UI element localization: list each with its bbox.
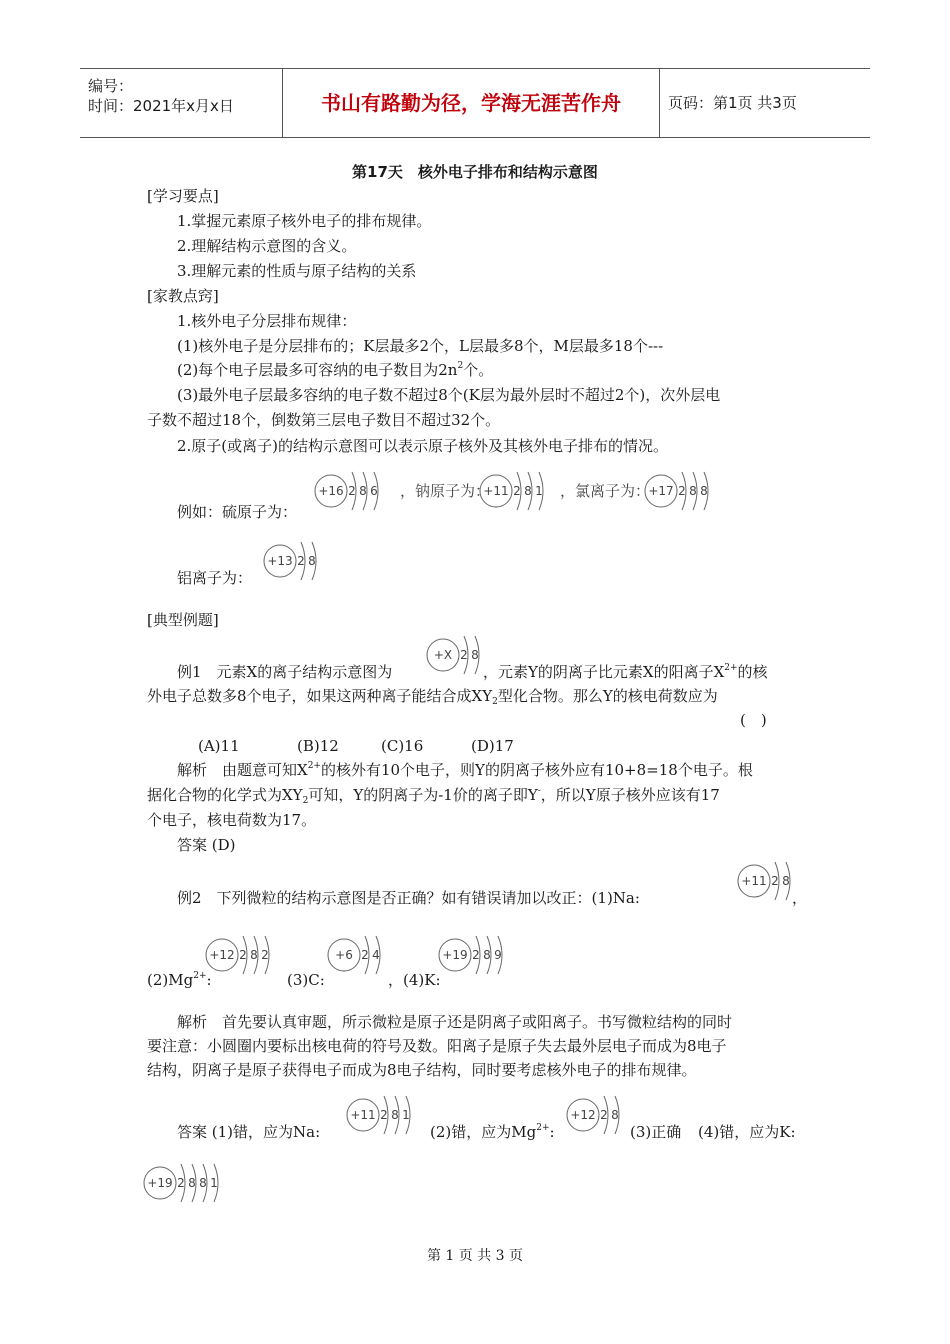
- answer-blank: ( ): [740, 711, 767, 729]
- header-info-cell: [80, 69, 283, 137]
- aluminum-label: 铝离子为：: [177, 569, 253, 587]
- shell-electron-count: 1: [402, 1108, 410, 1122]
- shell-electron-count: 2: [297, 554, 305, 568]
- example2-analysis: 结构，阴离子是原子获得电子而成为8电子结构，同时要考虑核外电子的排布规律。: [147, 1061, 697, 1079]
- study-point: 3.理解元素的性质与原子结构的关系: [177, 262, 417, 280]
- page-footer: 第 1 页 共 3 页: [426, 1248, 524, 1264]
- tip-text: 2.原子(或离子)的结构示意图可以表示原子核外及其核外电子排布的情况。: [177, 437, 669, 455]
- shell-electron-count: 8: [359, 484, 367, 498]
- shell-electron-count: 8: [611, 1108, 619, 1122]
- shell-electron-count: 4: [372, 948, 380, 962]
- example1-analysis: 个电子，核电荷数为17。: [147, 811, 317, 829]
- q-carbon-diagram: [326, 930, 394, 980]
- option-c: (C)16: [381, 737, 424, 755]
- example2-question: ，: [792, 889, 808, 907]
- a-sodium-diagram: [345, 1090, 424, 1140]
- example2-question: ，(4)K:: [388, 971, 441, 989]
- sodium-atom-diagram: [478, 466, 557, 516]
- shell-electron-count: 2: [460, 648, 468, 662]
- atom-structure-svg: [345, 1090, 424, 1140]
- nucleus-charge: +19: [442, 948, 468, 962]
- shell-electron-count: 2: [239, 948, 247, 962]
- atom-structure-svg: [565, 1090, 633, 1140]
- shell-electron-count: 1: [210, 1176, 218, 1190]
- shell-electron-count: 2: [261, 948, 269, 962]
- shell-electron-count: 2: [348, 484, 356, 498]
- shell-electron-count: 8: [188, 1176, 196, 1190]
- shell-electron-count: 2: [513, 484, 521, 498]
- shell-electron-count: 8: [308, 554, 316, 568]
- example2-question: $(2)Mg^{2+}$:: [147, 971, 212, 989]
- example2-answer: (3)正确: [630, 1123, 682, 1141]
- q-potassium-diagram: [437, 930, 516, 980]
- tip-text: 1.核外电子分层排布规律：: [177, 312, 357, 330]
- nucleus-charge: +6: [335, 948, 353, 962]
- nucleus-charge: +12: [209, 948, 235, 962]
- aluminum-ion-diagram: [262, 536, 330, 586]
- shell-electron-count: 2: [600, 1108, 608, 1122]
- tip-text: (1)核外电子是分层排布的；K层最多2个，L层最多8个，M层最多18个---: [177, 337, 664, 355]
- shell-electron-count: 9: [494, 948, 502, 962]
- example2-question: 例2 下列微粒的结构示意图是否正确？如有错误请加以改正：(1)Na:: [177, 889, 640, 907]
- tip-text: 子数不超过18个，倒数第三层电子数目不超过32个。: [147, 411, 501, 429]
- example1-question: 例1 元素X的离子结构示意图为: [177, 663, 393, 681]
- a-potassium-diagram: [142, 1158, 232, 1208]
- shell-electron-count: 8: [700, 484, 708, 498]
- shell-electron-count: 2: [472, 948, 480, 962]
- example1-analysis: 据化合物的化学式为$XY_2$可知，Y的阴离子为-1价的离子即Y-，所以Y原子核外应该有17: [147, 786, 720, 806]
- atom-structure-svg: [313, 466, 392, 516]
- nucleus-charge: +11: [350, 1108, 376, 1122]
- option-d: (D)17: [471, 737, 514, 755]
- section-examples: [典型例题]: [147, 611, 219, 629]
- nucleus-charge: +13: [267, 554, 293, 568]
- header-motto: 书山有路勤为径，学海无涯苦作舟: [283, 69, 660, 137]
- tip-text: (2)每个电子层最多可容纳的电子数目为$2n^2$个。: [177, 361, 494, 379]
- chloride-ion-diagram: [643, 466, 722, 516]
- nucleus-charge: +12: [570, 1108, 596, 1122]
- example1-answer: 答案 (D): [177, 836, 236, 854]
- nucleus-charge: +16: [318, 484, 344, 498]
- document-date: 时间：2021年x月x日: [88, 97, 234, 115]
- example2-answer: (2)错，应为$Mg^{2+}$:: [430, 1123, 555, 1141]
- example2-answer: (4)错，应为K:: [698, 1123, 796, 1141]
- nucleus-charge: +19: [147, 1176, 173, 1190]
- shell-electron-count: 8: [483, 948, 491, 962]
- example1-question: ，元素Y的阴离子比元素X的阳离子$X^{2+}$的核: [483, 663, 768, 681]
- atom-structure-svg: [204, 930, 283, 980]
- example2-answer: 答案 (1)错，应为Na:: [177, 1123, 321, 1141]
- shell-electron-count: 8: [471, 648, 479, 662]
- shell-electron-count: 8: [199, 1176, 207, 1190]
- nucleus-charge: +X: [433, 648, 453, 662]
- q-magnesium-diagram: [204, 930, 283, 980]
- study-point: 2.理解结构示意图的含义。: [177, 237, 357, 255]
- atom-structure-svg: [326, 930, 394, 980]
- nucleus-charge: +17: [648, 484, 674, 498]
- example2-analysis: 解析 首先要认真审题，所示微粒是原子还是阴离子或阳离子。书写微粒结构的同时: [177, 1013, 733, 1031]
- a-magnesium-diagram: [565, 1090, 633, 1140]
- study-point: 1.掌握元素原子核外电子的排布规律。: [177, 212, 432, 230]
- shell-electron-count: 8: [524, 484, 532, 498]
- atom-structure-svg: [437, 930, 516, 980]
- section-tutor-tips: [家教点窍]: [147, 287, 219, 305]
- header-page-number: 页码：第1页 共3页: [668, 94, 797, 112]
- atom-structure-svg: [142, 1158, 232, 1208]
- atom-structure-svg: [478, 466, 557, 516]
- example2-analysis: 要注意：小圆圈内要标出核电荷的符号及数。阳离子是原子失去最外层电子而成为8电子: [147, 1037, 727, 1055]
- example1-question: 外电子总数多8个电子，如果这两种离子能结合成$XY_2$型化合物。那么Y的核电荷数应为: [147, 687, 718, 707]
- sulfur-atom-diagram: [313, 466, 392, 516]
- tip-text: (3)最外电子层最多容纳的电子数不超过8个(K层为最外层时不超过2个)，次外层电: [177, 386, 721, 404]
- shell-electron-count: 8: [391, 1108, 399, 1122]
- shell-electron-count: 2: [771, 874, 779, 888]
- shell-electron-count: 8: [250, 948, 258, 962]
- shell-electron-count: 8: [689, 484, 697, 498]
- shell-electron-count: 2: [380, 1108, 388, 1122]
- nucleus-charge: +11: [483, 484, 509, 498]
- example-lead: 例如：硫原子为：: [177, 503, 298, 521]
- example1-analysis: 解析 由题意可知$X^{2+}$的核外有10个电子，则Y的阴离子核外应有10+8=18个电子。根: [177, 761, 753, 779]
- shell-electron-count: 2: [177, 1176, 185, 1190]
- example2-question: (3)C:: [287, 971, 325, 989]
- option-a: (A)11: [198, 737, 240, 755]
- shell-electron-count: 1: [535, 484, 543, 498]
- shell-electron-count: 6: [370, 484, 378, 498]
- shell-electron-count: 2: [678, 484, 686, 498]
- sodium-label: ，钠原子为：: [400, 482, 491, 500]
- shell-electron-count: 8: [782, 874, 790, 888]
- option-b: (B)12: [297, 737, 339, 755]
- shell-electron-count: 2: [361, 948, 369, 962]
- section-study-points: [学习要点]: [147, 187, 219, 205]
- document-number: 编号：: [88, 77, 134, 95]
- chloride-label: ，氯离子为：: [560, 482, 651, 500]
- page-title: 第17天 核外电子排布和结构示意图: [352, 163, 598, 181]
- nucleus-charge: +11: [741, 874, 767, 888]
- atom-structure-svg: [262, 536, 330, 586]
- page-header: [80, 68, 870, 138]
- atom-structure-svg: [643, 466, 722, 516]
